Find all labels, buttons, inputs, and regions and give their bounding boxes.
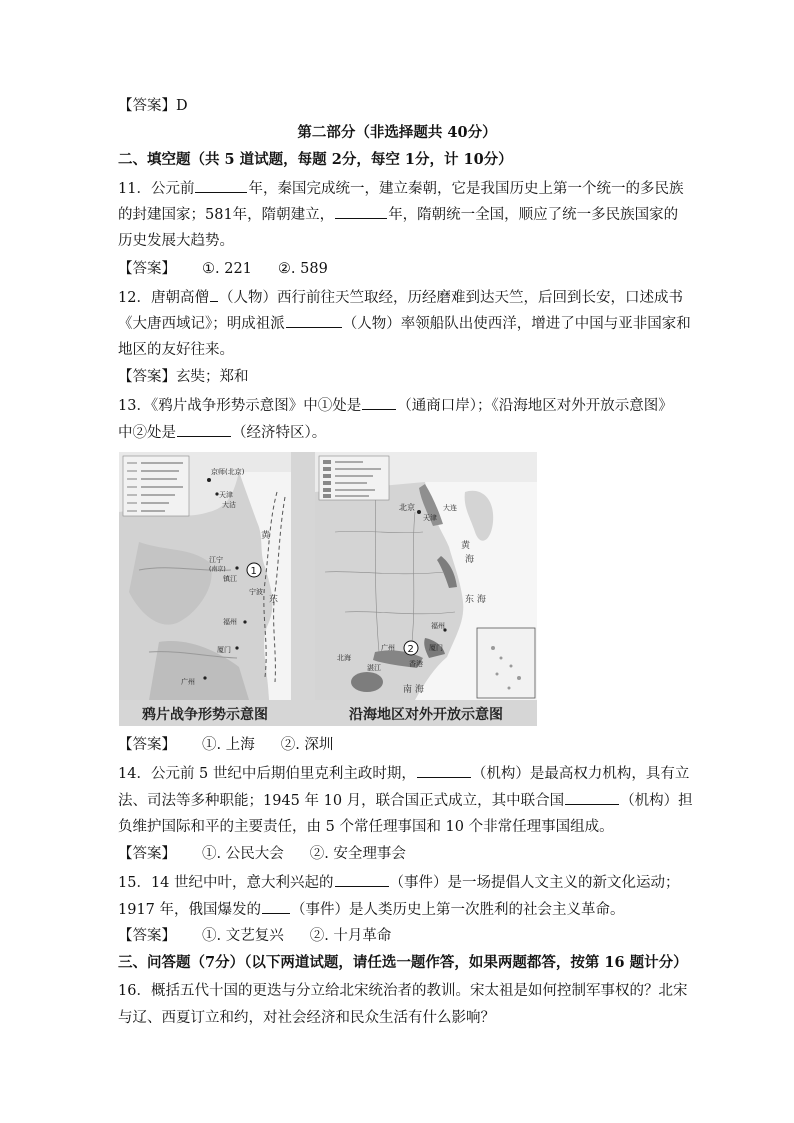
map-label-fuzhou: 福州 bbox=[431, 622, 445, 630]
q13-text: （通商口岸）；《沿海地区对外开放示意图》 bbox=[397, 398, 673, 414]
answer-blank bbox=[335, 872, 389, 887]
map-label-beijing: 京师(北京) bbox=[211, 468, 245, 476]
answer-blank bbox=[417, 763, 471, 778]
answer-value-2: ②. 深圳 bbox=[280, 737, 334, 753]
q14-line2 bbox=[118, 790, 693, 811]
answer-label: 【答案】 bbox=[118, 846, 176, 862]
answer-value-1: ①. 文艺复兴 bbox=[202, 928, 284, 944]
answer-blank bbox=[195, 178, 247, 193]
q12-text: 12．唐朝高僧 bbox=[118, 290, 209, 306]
q12-line3: 地区的友好往来。 bbox=[118, 342, 234, 358]
q11-answer bbox=[118, 259, 328, 279]
section2-heading: 二、填空题（共 5 道试题，每题 2分，每空 1分，计 10分） bbox=[118, 151, 513, 168]
answer-blank bbox=[362, 395, 396, 410]
map-label-donghai: 东 bbox=[269, 595, 279, 605]
map-label-huang: 黄 bbox=[461, 541, 471, 551]
q13-text: 13．《鸦片战争形势示意图》中①处是 bbox=[118, 398, 362, 414]
map-label-dalian: 大连 bbox=[443, 504, 457, 512]
coastal-opening-map-drawing bbox=[315, 452, 537, 700]
q12-answer: 【答案】玄奘；郑和 bbox=[118, 369, 249, 385]
answer-label: 【答案】 bbox=[118, 261, 176, 277]
answer-value-1: ①. 公民大会 bbox=[202, 846, 284, 862]
map-label-guangzhou: 广州 bbox=[181, 678, 195, 686]
answer-label: 【答案】 bbox=[118, 928, 176, 944]
opium-war-map-drawing bbox=[119, 452, 291, 700]
map-label-fuzhou: 福州 bbox=[223, 618, 237, 626]
section3-heading: 三、问答题（7分）（以下两道试题，请任选一题作答，如果两题都答，按第 16 题计分） bbox=[118, 954, 688, 971]
map-label-tianjin: 天津 bbox=[423, 514, 437, 522]
answer-value-2: ②. 589 bbox=[277, 261, 328, 277]
q14-text: 法、司法等多种职能；1945 年 10 月，联合国正式成立，其中联合国 bbox=[118, 793, 565, 809]
answer-blank bbox=[262, 899, 290, 914]
map-label-jiangning: 江宁 bbox=[209, 556, 223, 564]
q11-text: 的封建国家；581年，隋朝建立， bbox=[118, 207, 335, 223]
coastal-opening-map bbox=[315, 452, 537, 700]
map-label-donghai: 东 海 bbox=[465, 595, 486, 605]
map-label-ningbo: 宁波 bbox=[249, 588, 263, 596]
q14-text: （机构）是最高权力机构，具有立 bbox=[471, 766, 690, 782]
coastal-opening-map-caption: 沿海地区对外开放示意图 bbox=[349, 707, 503, 723]
q14-answer bbox=[118, 844, 406, 864]
answer-blank bbox=[565, 790, 619, 805]
q15-text: 1917 年，俄国爆发的 bbox=[118, 902, 262, 918]
q11-line2 bbox=[118, 204, 678, 225]
q11-text: 年，隋朝统一全国，顺应了统一多民族国家的 bbox=[388, 207, 679, 223]
q15-line1 bbox=[118, 872, 680, 893]
previous-answer: 【答案】D bbox=[118, 98, 188, 114]
q13-answer bbox=[118, 735, 333, 755]
map-marker-1: 1 bbox=[250, 566, 257, 577]
map-label-nanjing: (南京) bbox=[209, 566, 226, 573]
q15-line2 bbox=[118, 899, 625, 920]
q15-text: 15．14 世纪中叶，意大利兴起的 bbox=[118, 875, 334, 891]
answer-blank bbox=[286, 313, 342, 328]
map-label-guangzhou: 广州 bbox=[381, 644, 395, 652]
map-label-hai: 海 bbox=[465, 555, 475, 565]
q12-text: （人物）西行前往天竺取经，历经磨难到达天竺，后回到长安，口述成书 bbox=[218, 290, 683, 306]
map-label-tianjin: 天津 bbox=[219, 491, 233, 499]
q13-text: 中②处是 bbox=[118, 425, 176, 441]
q16-line2: 与辽、西夏订立和约，对社会经济和民众生活有什么影响？ bbox=[118, 1010, 495, 1026]
q13-text: （经济特区）。 bbox=[232, 425, 327, 441]
q11-line1 bbox=[118, 178, 683, 199]
q12-line1 bbox=[118, 287, 683, 308]
q11-line3: 历史发展大趋势。 bbox=[118, 233, 234, 249]
map-label-nanhai: 南 海 bbox=[403, 685, 424, 695]
answer-value-2: ②. 十月革命 bbox=[309, 928, 392, 944]
answer-blank bbox=[210, 287, 218, 302]
map-label-zhenjiang: 镇江 bbox=[223, 575, 237, 583]
map-label-xiamen: 厦门 bbox=[429, 644, 443, 652]
answer-value-2: ②. 安全理事会 bbox=[309, 846, 406, 862]
q16-line1: 16．概括五代十国的更迭与分立给北宋统治者的教训。宋太祖是如何控制军事权的？北宋 bbox=[118, 983, 688, 999]
q14-line1 bbox=[118, 763, 689, 784]
map-label-hongkong: 香港 bbox=[409, 660, 423, 668]
maps-figure bbox=[119, 452, 537, 726]
q11-text: 年，秦国完成统一，建立秦朝，它是我国历史上第一个统一的多民族 bbox=[248, 181, 684, 197]
q14-text: 14．公元前 5 世纪中后期伯里克利主政时期， bbox=[118, 766, 416, 782]
map-label-beihai: 北海 bbox=[337, 654, 351, 662]
q13-line2 bbox=[118, 422, 326, 443]
q14-line3: 负维护国际和平的主要责任，由 5 个常任理事国和 10 个非常任理事国组成。 bbox=[118, 819, 614, 835]
map-label-dagu: 大沽 bbox=[222, 501, 236, 509]
map-label-beijing: 北京 bbox=[399, 503, 415, 512]
map-label-zhanjiang: 湛江 bbox=[367, 664, 381, 672]
q12-text: （人物）率领船队出使西洋，增进了中国与亚非国家和 bbox=[342, 316, 691, 332]
q15-answer bbox=[118, 926, 391, 946]
answer-value-1: ①. 221 bbox=[202, 261, 252, 277]
map-label-huanghai: 黄 bbox=[261, 531, 271, 541]
map-marker-2: 2 bbox=[407, 644, 414, 655]
answer-blank bbox=[335, 204, 387, 219]
opium-war-map bbox=[119, 452, 291, 700]
map-label-xiamen: 厦门 bbox=[217, 646, 231, 654]
q11-text: 11．公元前 bbox=[118, 181, 195, 197]
part2-title: 第二部分（非选择题共 40分） bbox=[297, 124, 497, 141]
q14-text: （机构）担 bbox=[620, 793, 693, 809]
q12-line2 bbox=[118, 313, 691, 334]
q13-line1 bbox=[118, 395, 673, 416]
q12-text: 《大唐西域记》；明成祖派 bbox=[118, 316, 285, 332]
answer-label: 【答案】 bbox=[118, 737, 176, 753]
opium-war-map-caption: 鸦片战争形势示意图 bbox=[142, 707, 268, 723]
answer-blank bbox=[177, 422, 231, 437]
q15-text: （事件）是一场提倡人文主义的新文化运动； bbox=[389, 875, 680, 891]
answer-value-1: ①. 上海 bbox=[202, 737, 255, 753]
q15-text: （事件）是人类历史上第一次胜利的社会主义革命。 bbox=[291, 902, 625, 918]
